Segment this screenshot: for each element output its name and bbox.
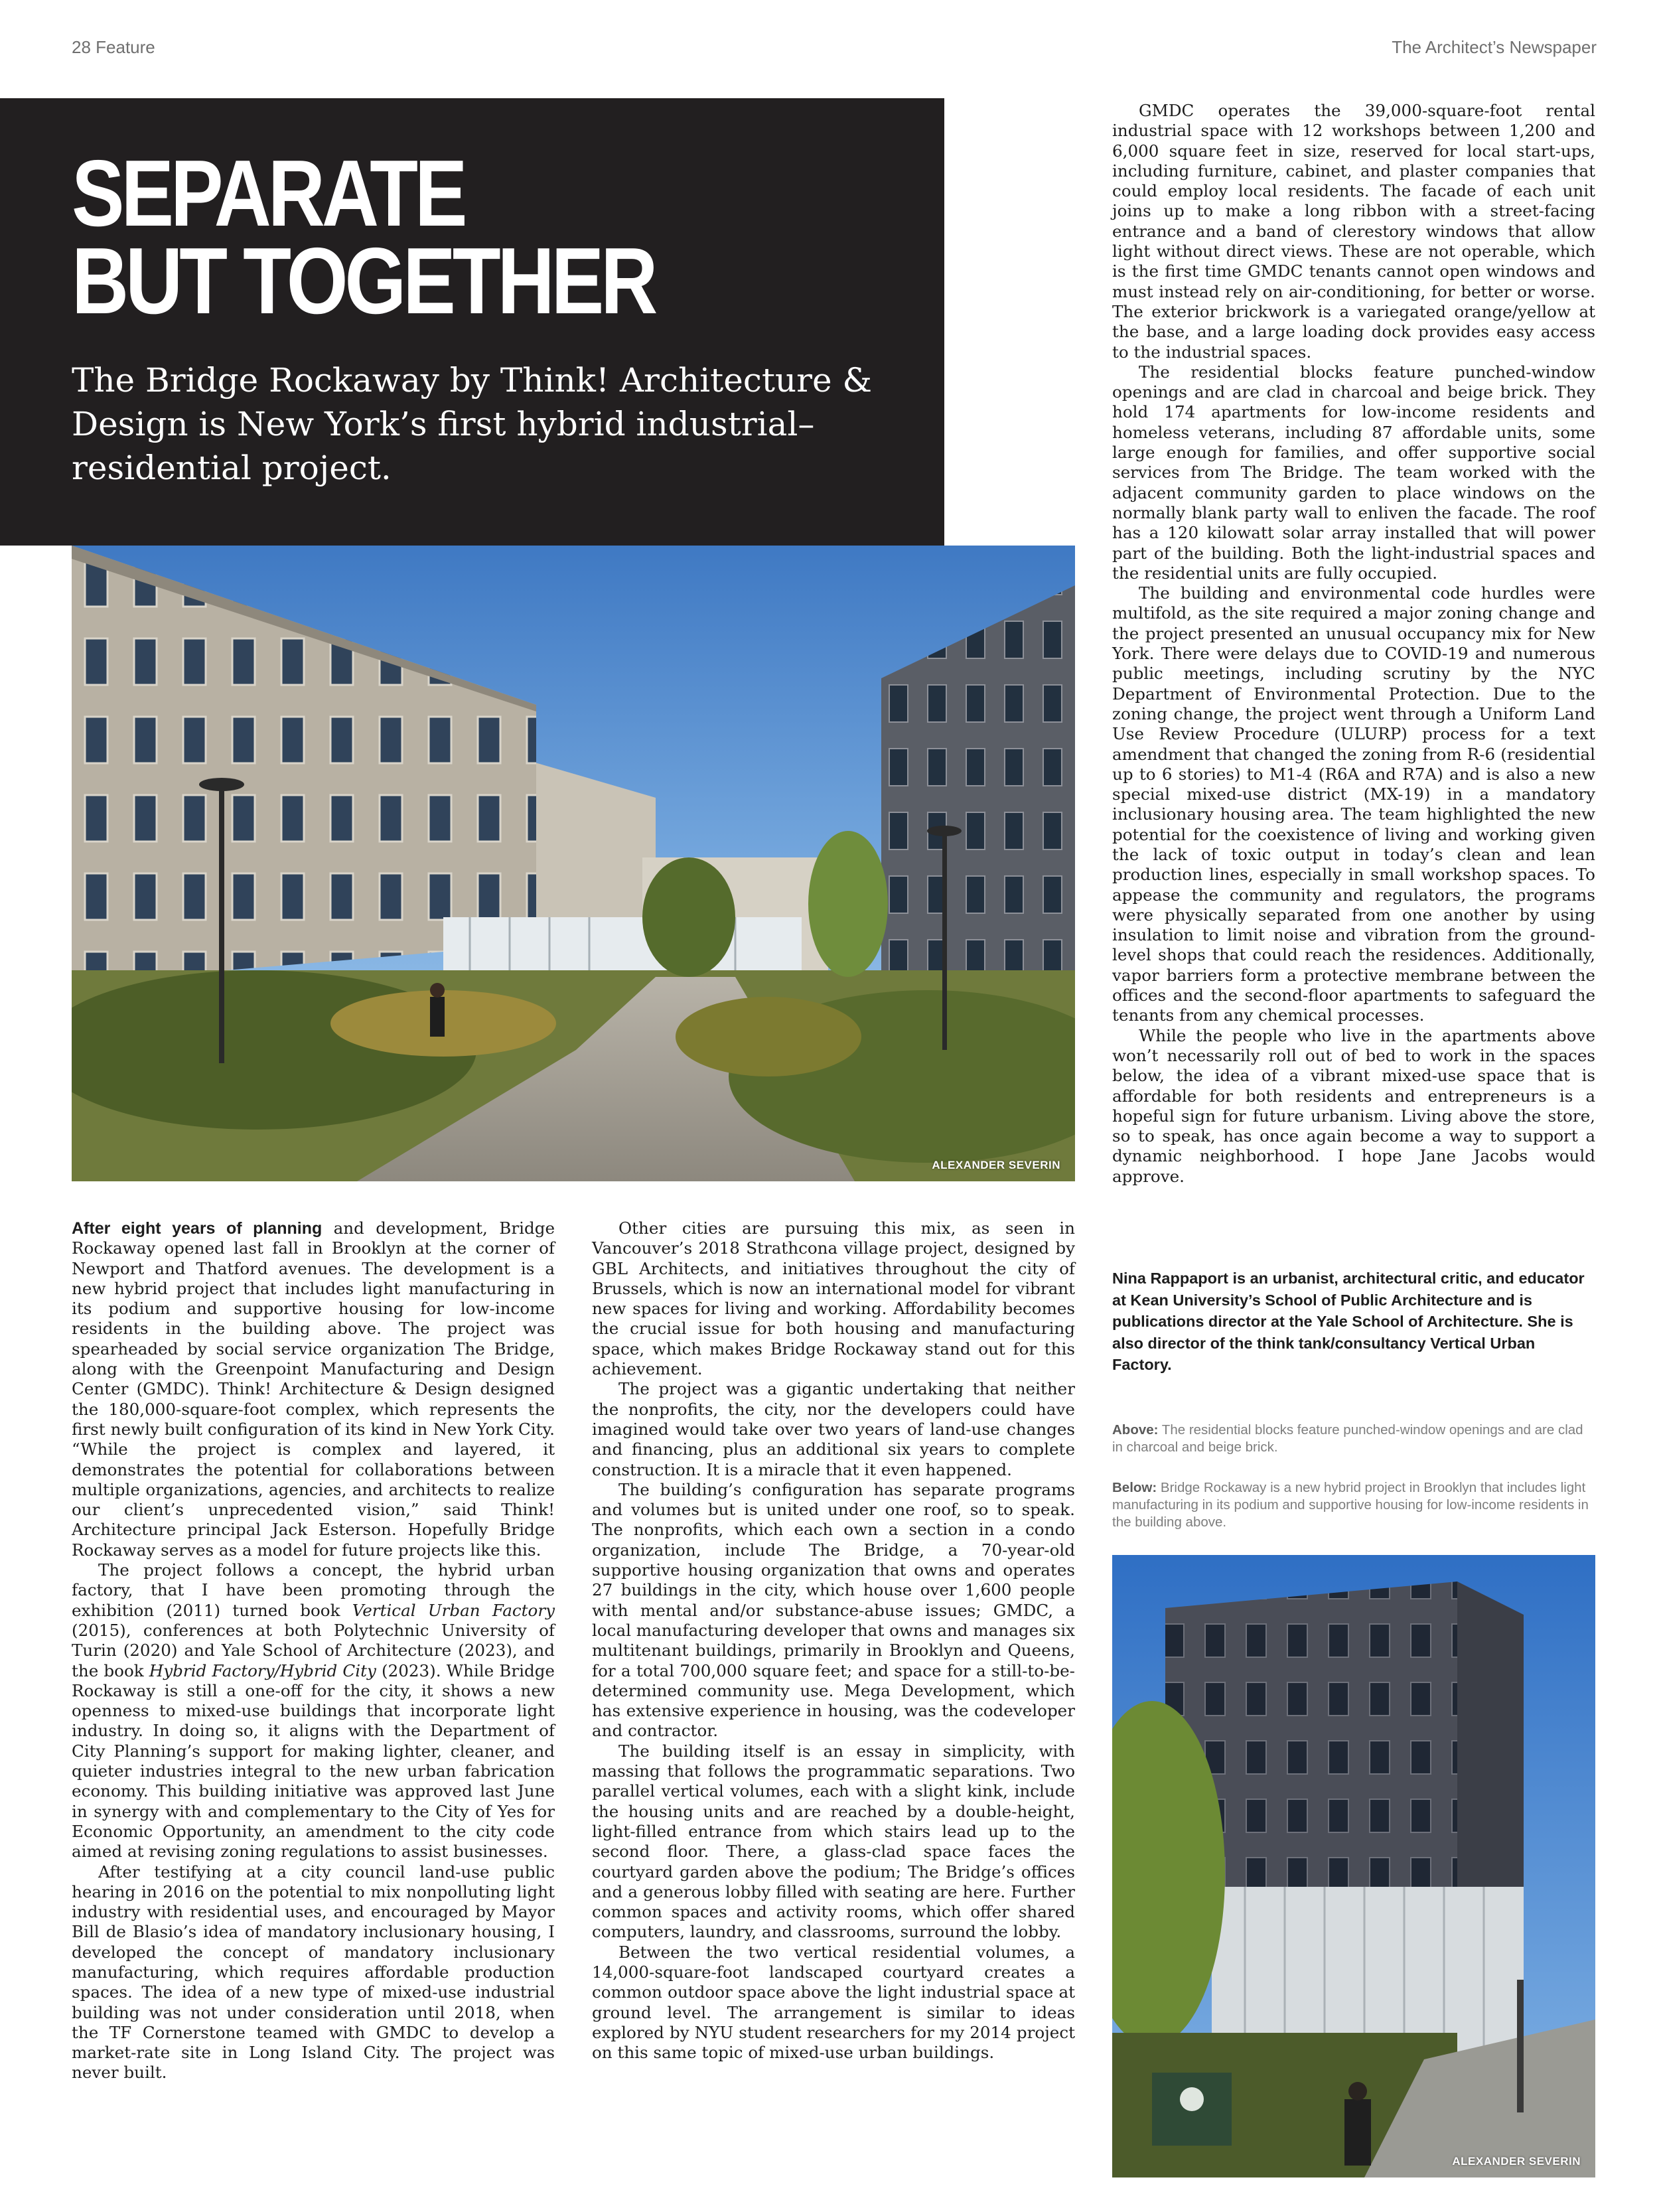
- running-header-section: 28 Feature: [72, 37, 155, 57]
- paragraph-3: After testifying at a city council land-use public hearing in 2016 on the potential to mix nonpolluting light industry with residential uses, and encouraged by Mayor Bill de Blasio’s idea of mandatory inclusionary housing, I developed the concept of mandatory inclusionary manufacturing, which requires affordable production spaces. The idea of a new type of mixed-use industrial building was not under consideration until 2018, when the TF Cornerstone teamed with GMDC to develop a market-rate site in Long Island City. The project was never built.: [72, 1862, 555, 2083]
- paragraph-9: GMDC operates the 39,000-square-foot rental industrial space with 12 workshops between 1,200 and 6,000 square feet in size, reserved for local start-ups, including furniture, cabinet, and plaster companies that could employ local residents. The facade of each unit joins up to make a long ribbon with a street-facing entrance and a band of clerestory windows that allow light without direct views. These are not operable, which is the first time GMDC tenants cannot open windows and must instead rely on air-conditioning, for better or worse. The exterior brickwork is a variegated orange/yellow at the base, and a large loading dock provides easy access to the industrial spaces.: [1112, 101, 1595, 362]
- headline: [72, 141, 655, 334]
- headline-line-2: BUT TOGETHER: [72, 228, 655, 334]
- running-header-publication: The Architect’s Newspaper: [1392, 37, 1597, 57]
- photo-credit-side: ALEXANDER SEVERIN: [1452, 2155, 1581, 2168]
- lead-in: After eight years of planning: [72, 1219, 323, 1238]
- paragraph-8: Between the two vertical residential volumes, a 14,000-square-foot landscaped courtyard creates a common outdoor space above the light industrial space at ground level. The arrangement is similar to ideas explored by NYU student researchers for my 2014 project on this same topic of mixed-use urban buildings.: [592, 1942, 1075, 2063]
- paragraph-4: Other cities are pursuing this mix, as seen in Vancouver’s 2018 Strathcona village project, designed by GBL Architects, and initiatives throughout the city of Brussels, which is now an international model for vibrant new spaces for living and working. Affordability becomes the crucial issue for both housing and manufacturing space, which makes Bridge Rockaway stand out for this achievement.: [592, 1218, 1075, 1379]
- caption-above: Above: The residential blocks feature punched-window openings and are clad in charcoal and beige brick.: [1112, 1422, 1583, 1455]
- caption-below: Below: Bridge Rockaway is a new hybrid project in Brooklyn that includes light manufacturing in its podium and supportive housing for low-income residents in the building above.: [1112, 1480, 1589, 1530]
- paragraph-5: The project was a gigantic undertaking that neither the nonprofits, the city, nor the developers could have imagined would take over two years of land-use changes and financing, plus an additional six years to complete construction. It is a miracle that it even happened.: [592, 1379, 1075, 1479]
- paragraph-7: The building itself is an essay in simplicity, with massing that follows the programmatic separations. Two parallel vertical volumes, each with a slight kink, include the housing units and are reached by a double-height, light-filled entrance from which stairs lead up to the second floor. There, a glass-clad space faces the courtyard garden above the podium; The Bridge’s offices and a generous lobby filled with seating are here. Further common spaces and activity rooms, which offer shared computers, laundry, and classrooms, surround the lobby.: [592, 1741, 1075, 1942]
- paragraph-6: The building’s configuration has separate programs and volumes but is united under one roof, so to speak. The nonprofits, which each own a section in a condo organization, include The Bridge, a 70-year-old supportive housing organization that owns and operates 27 buildings in the city, which house over 1,600 people with mental and/or substance-abuse issues; GMDC, a local manufacturing developer that owns and manages six multitenant buildings, primarily in Brooklyn and Queens, for a total 700,000 square feet; and space for a still-to-be-determined community use. Mega Development, which has extensive experience in housing, was the codeveloper and contractor.: [592, 1479, 1075, 1741]
- article-column-2: [592, 1218, 1075, 2063]
- paragraph-1: After eight years of planning and development, Bridge Rockaway opened last fall in Brooklyn at the corner of Newport and Thatford avenues. The development is a new hybrid project that includes light manufacturing in its podium and supportive housing for low-income residents in the building above. The project was spearheaded by social service organization The Bridge, along with the Greenpoint Manufacturing and Design Center (GMDC). Think! Architecture & Design designed the 180,000-square-foot complex, which represents the first newly built configuration of its kind in New York City. “While the project is complex and layered, it demonstrates the potential for collaborations between multiple organizations, agencies, and architects to realize our client’s unprecedented vision,” said Think! Architecture principal Jack Esterson. Hopefully Bridge Rockaway serves as a model for future projects like this.: [72, 1218, 555, 1560]
- book-title-vertical-urban-factory: Vertical Urban Factory: [352, 1600, 555, 1620]
- hero-block: [0, 98, 944, 546]
- street-corner-photo: [1112, 1555, 1595, 2177]
- article-column-3: [1112, 101, 1595, 1187]
- book-title-hybrid-factory: Hybrid Factory/Hybrid City: [149, 1660, 376, 1680]
- article-column-1: [72, 1218, 555, 2083]
- paragraph-10: The residential blocks feature punched-window openings and are clad in charcoal and beige brick. They hold 174 apartments for low-income residents and homeless veterans, including 87 affordable units, some large enough for families, and offer supportive social services from The Bridge. The team worked with the adjacent community garden to place windows on the normally blank party wall to enliven the facade. The roof has a 120 kilowatt solar array installed that will power part of the building. Both the light-industrial spaces and the residential units are fully occupied.: [1112, 362, 1595, 583]
- author-bio: Nina Rappaport is an urbanist, architectural critic, and educator at Kean University’s School of Public Architecture and is publications director at the Yale School of Architecture. She is also director of the think tank/consultancy Vertical Urban Factory.: [1112, 1270, 1585, 1373]
- photo-credit-main: ALEXANDER SEVERIN: [932, 1159, 1060, 1171]
- courtyard-photo: [72, 546, 1075, 1181]
- deck: The Bridge Rockaway by Think! Architecture & Design is New York’s first hybrid industrial–residential project.: [72, 361, 873, 487]
- paragraph-2: The project follows a concept, the hybrid urban factory, that I have been promoting through the exhibition (2011) turned book Vertical Urban Factory (2015), conferences at both Polytechnic University of Turin (2020) and Yale School of Architecture (2023), and the book Hybrid Factory/Hybrid City (2023). While Bridge Rockaway is still a one-off for the city, it shows a new openness to mixed-use buildings that incorporate light industry. In doing so, it aligns with the Department of City Planning’s support for making lighter, cleaner, and quieter industries integral to the new urban fabrication economy. This building initiative was approved last June in synergy with and complementary to the City of Yes for Economic Opportunity, an amendment to the city code aimed at revising zoning regulations to assist businesses.: [72, 1560, 555, 1862]
- paragraph-11: The building and environmental code hurdles were multifold, as the site required a major zoning change and the project presented an unusual occupancy mix for New York. There were delays due to COVID-19 and numerous public meetings, including scrutiny by the NYC Department of Environmental Protection. Due to the zoning change, the project went through a Uniform Land Use Review Procedure (ULURP) process for a text amendment that changed the zoning from R-6 (residential up to 6 stories) to M1-4 (R6A and R7A) and is also a new special mixed-use district (MX-19) in a mandatory inclusionary housing area. The team highlighted the new potential for the coexistence of living and working given the lack of toxic output in today’s clean and lean production lines, especially in small workshop spaces. To appease the community and regulators, the programs were physically separated from one another by using insulation to limit noise and vibration from the ground-level shops that could reach the residences. Additionally, vapor barriers form a protective membrane between the offices and the second-floor apartments to safeguard the tenants from any chemical processes.: [1112, 583, 1595, 1025]
- headline-line-1: SEPARATE: [72, 141, 465, 246]
- paragraph-12: While the people who live in the apartments above won’t necessarily roll out of bed to work in the spaces below, the idea of a vibrant mixed-use space that is affordable for both residents and entrepreneurs is a hopeful sign for future urbanism. Living above the store, so to speak, has once again become a way to support a dynamic neighborhood. I hope Jane Jacobs would approve.: [1112, 1025, 1595, 1186]
